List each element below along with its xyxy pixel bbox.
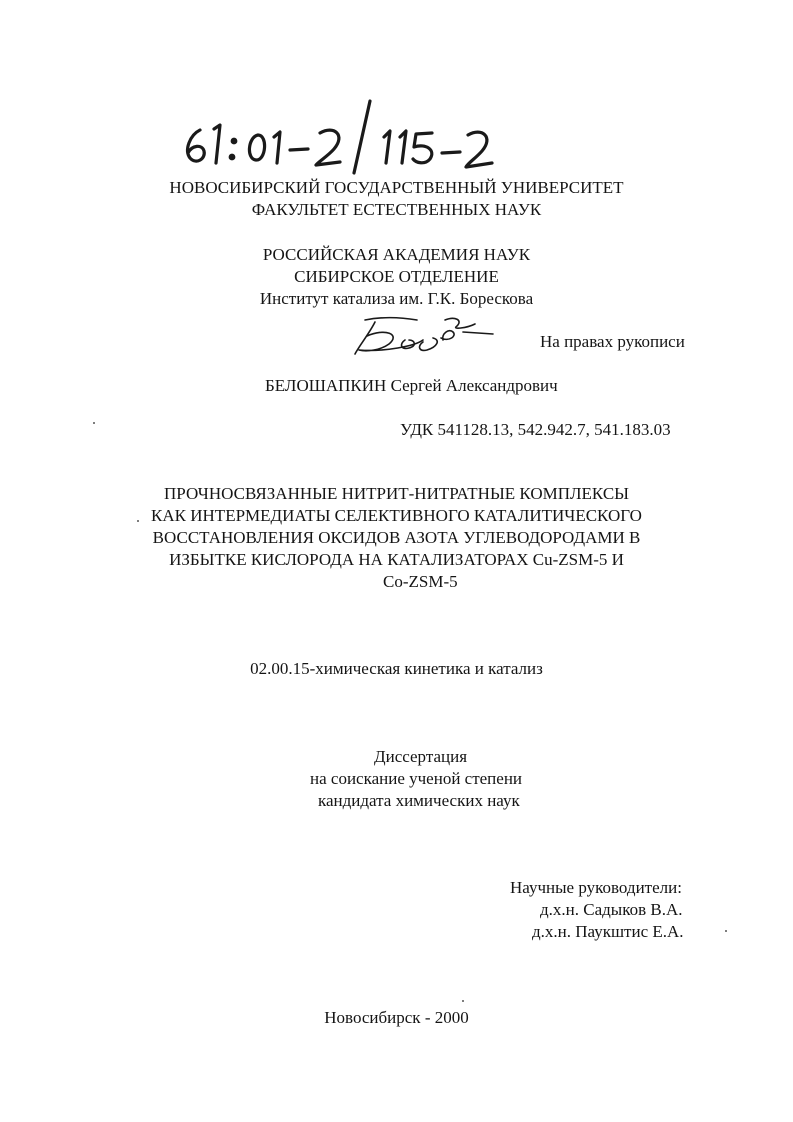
- institute-name: Институт катализа им. Г.К. Борескова: [259, 289, 534, 308]
- scan-speck: [462, 1000, 464, 1002]
- dissertation-label: Диссертация: [374, 747, 468, 766]
- university-name: НОВОСИБИРСКИЙ ГОСУДАРСТВЕННЫЙ УНИВЕРСИТЕТ: [169, 178, 624, 197]
- signature-image: [345, 310, 505, 360]
- supervisors-label: Научные руководители:: [510, 878, 682, 897]
- udc-code: УДК 541128.13, 542.942.7, 541.183.03: [400, 420, 671, 439]
- scan-speck: [137, 520, 139, 522]
- supervisor-name: д.х.н. Садыков В.А.: [540, 900, 683, 919]
- specialty-code: 02.00.15-химическая кинетика и катализ: [250, 659, 543, 678]
- title-line-3: ВОССТАНОВЛЕНИЯ ОКСИДОВ АЗОТА УГЛЕВОДОРОДАМИ В: [152, 528, 641, 547]
- city-year: Новосибирск - 2000: [324, 1008, 469, 1027]
- faculty-name: ФАКУЛЬТЕТ ЕСТЕСТВЕННЫХ НАУК: [251, 200, 542, 219]
- academy-name: РОССИЙСКАЯ АКАДЕМИЯ НАУК: [262, 245, 531, 264]
- manuscript-rights-note: На правах рукописи: [540, 332, 685, 351]
- scan-speck: [725, 930, 727, 932]
- author-name: БЕЛОШАПКИН Сергей Александрович: [265, 376, 558, 395]
- title-line-1: ПРОЧНОСВЯЗАННЫЕ НИТРИТ-НИТРАТНЫЕ КОМПЛЕКСЫ: [164, 484, 629, 503]
- academy-branch: СИБИРСКОЕ ОТДЕЛЕНИЕ: [294, 267, 499, 286]
- title-line-4: ИЗБЫТКЕ КИСЛОРОДА НА КАТАЛИЗАТОРАХ Cu-ZSM-5 И: [169, 550, 624, 569]
- svg-text:61: 01-2/115-2: 61: 01-2/115-2: [170, 95, 176, 96]
- title-line-5: Co-ZSM-5: [383, 572, 458, 591]
- supervisor-name: д.х.н. Паукштис Е.А.: [532, 922, 684, 941]
- degree-field: кандидата химических наук: [318, 791, 520, 810]
- title-line-2: КАК ИНТЕРМЕДИАТЫ СЕЛЕКТИВНОГО КАТАЛИТИЧЕСКОГО: [151, 506, 642, 525]
- scan-speck: [93, 422, 95, 424]
- degree-line: на соискание ученой степени: [310, 769, 523, 788]
- handwritten-archive-code: [170, 95, 510, 175]
